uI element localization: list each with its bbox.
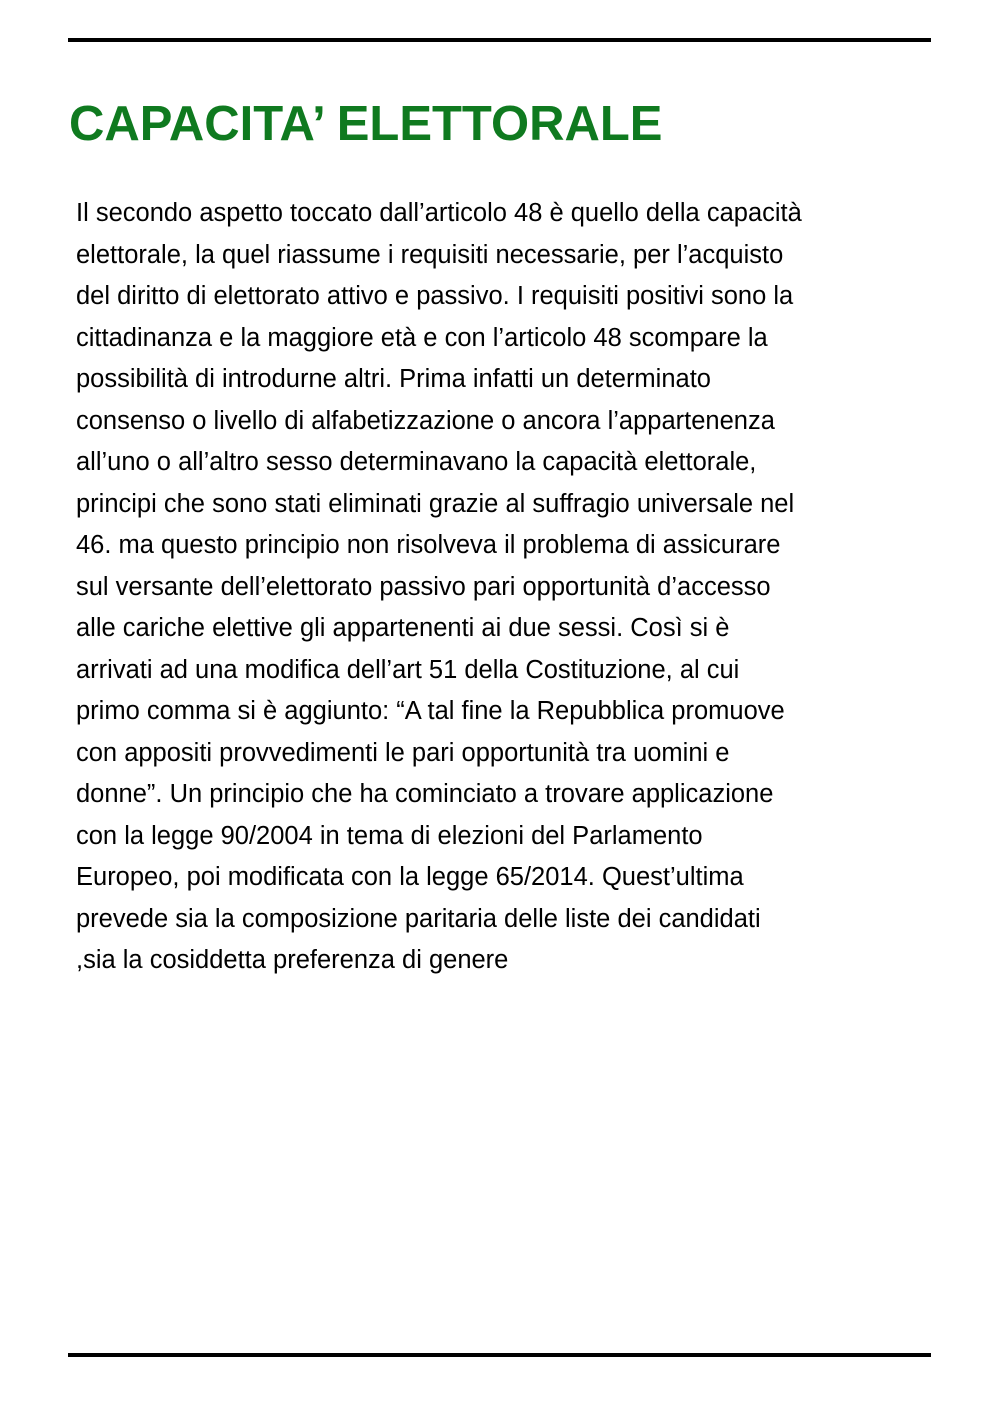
- paragraph-line: all’uno o all’altro sesso determinavano la capacità elettorale,: [76, 448, 757, 476]
- paragraph-line: principi che sono stati eliminati grazie al suffragio universale nel: [76, 489, 795, 518]
- paragraph-line: donne”. Un principio che ha cominciato a trovare applicazione: [76, 780, 774, 808]
- paragraph-line: possibilità di introdurne altri. Prima infatti un determinato: [76, 365, 711, 393]
- paragraph-line: prevede sia la composizione paritaria delle liste dei candidati: [76, 904, 761, 933]
- paragraph-line: del diritto di elettorato attivo e passivo. I requisiti positivi sono la: [76, 282, 794, 310]
- paragraph-line: alle cariche elettive gli appartenenti ai due sessi. Così si è: [76, 614, 730, 642]
- paragraph-line: elettorale, la quel riassume i requisiti necessarie, per l’acquisto: [76, 240, 784, 269]
- bottom-divider: [68, 1353, 931, 1357]
- body-paragraph: [76, 193, 956, 982]
- paragraph-line: primo comma si è aggiunto: “A tal fine la Repubblica promuove: [76, 697, 785, 725]
- paragraph-line: 46. ma questo principio non risolveva il problema di assicurare: [76, 531, 781, 559]
- paragraph-line: sul versante dell’elettorato passivo pari opportunità d’accesso: [76, 572, 771, 601]
- paragraph-line: Europeo, poi modificata con la legge 65/2014. Quest’ultima: [76, 863, 744, 891]
- page-title: CAPACITA’ ELETTORALE: [69, 97, 663, 151]
- paragraph-line: ,sia la cosiddetta preferenza di genere: [76, 946, 509, 974]
- paragraph-line: con la legge 90/2004 in tema di elezioni del Parlamento: [76, 821, 703, 850]
- paragraph-line: arrivati ad una modifica dell’art 51 della Costituzione, al cui: [76, 655, 740, 684]
- paragraph-line: con appositi provvedimenti le pari opportunità tra uomini e: [76, 738, 730, 767]
- paragraph-line: Il secondo aspetto toccato dall’articolo 48 è quello della capacità: [76, 199, 802, 227]
- paragraph-line: consenso o livello di alfabetizzazione o ancora l’appartenenza: [76, 406, 775, 435]
- paragraph-line: cittadinanza e la maggiore età e con l’articolo 48 scompare la: [76, 323, 768, 352]
- top-divider: [68, 38, 931, 42]
